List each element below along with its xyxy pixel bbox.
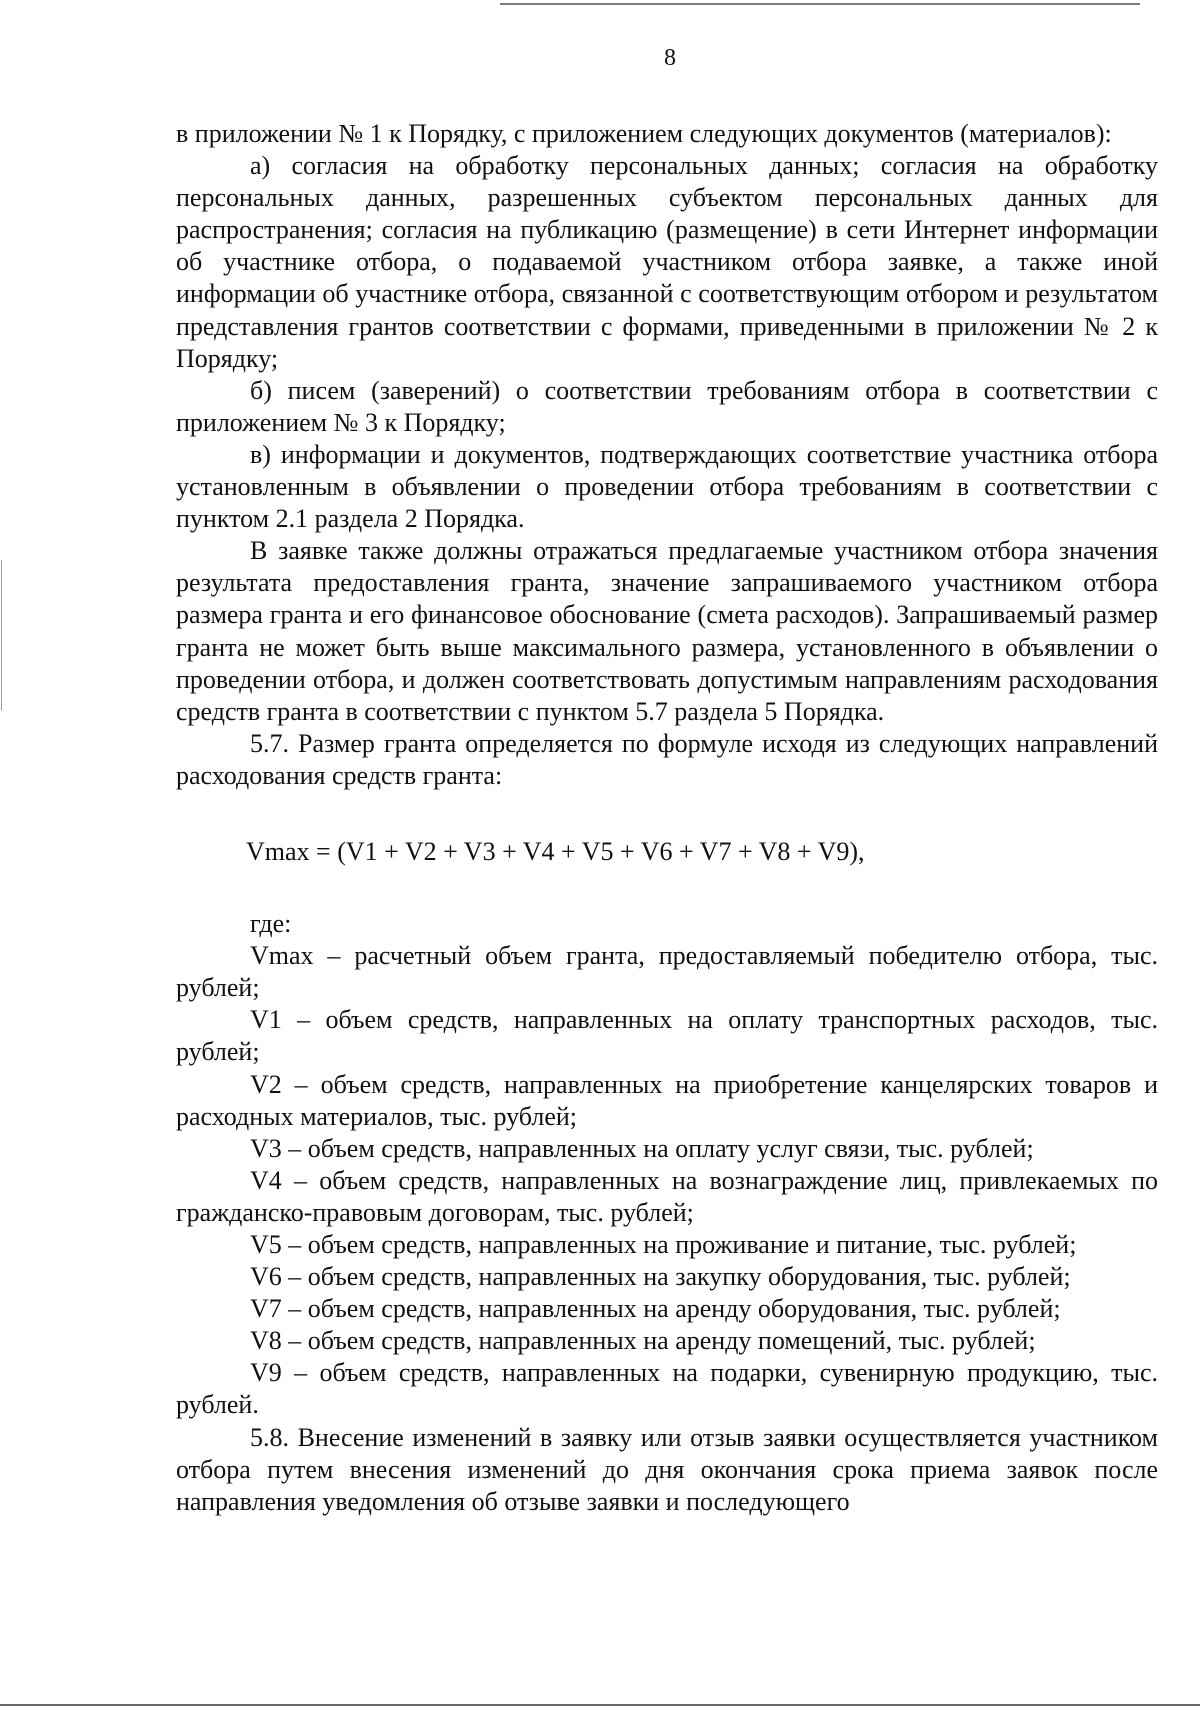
definition-v2: V2 – объем средств, направленных на приобретение канцелярских товаров и расходных материалов, тыс. рублей; (176, 1069, 1158, 1131)
paragraph-item-v: в) информации и документов, подтверждающих соответствие участника отбора установленным в объявлении о проведении отбора требованиям в соответствии с пунктом 2.1 раздела 2 Порядка. (176, 439, 1158, 534)
definition-v6: V6 – объем средств, направленных на закупку оборудования, тыс. рублей; (250, 1262, 1071, 1292)
document-body (176, 118, 1158, 1518)
paragraph-item-b: б) писем (заверений) о соответствии требованиям отбора в соответствии с приложением № 3 к Порядку; (176, 375, 1158, 437)
definition-v1: V1 – объем средств, направленных на оплату транспортных расходов, тыс. рублей; (176, 1005, 1158, 1067)
intro-section (176, 118, 1158, 792)
definition-v5: V5 – объем средств, направленных на проживание и питание, тыс. рублей; (250, 1230, 1077, 1259)
definition-where: где: (250, 909, 292, 939)
scan-edge-bottom (0, 1704, 1200, 1706)
definition-v8: V8 – объем средств, направленных на аренду помещений, тыс. рублей; (250, 1326, 1036, 1356)
definition-v3: V3 – объем средств, направленных на оплату услуг связи, тыс. рублей; (250, 1133, 1034, 1163)
page-number: 8 (664, 45, 676, 71)
paragraph-5-7: 5.7. Размер гранта определяется по формуле исходя из следующих направлений расходования средств гранта: (176, 728, 1158, 790)
definition-v4: V4 – объем средств, направленных на вознаграждение лиц, привлекаемых по гражданско-правовым договорам, тыс. рублей; (176, 1165, 1158, 1227)
scan-edge-left (1, 560, 2, 710)
paragraph-item-a: а) согласия на обработку персональных данных; согласия на обработку персональных данных, разрешенных субъектом персональных данных для распространения; согласия на публикацию (размещение) в сети Интернет информации об участнике отбора, о подаваемой участником отбора заявке, а также иной информации об участнике отбора, связанной с соответствующим отбором и результатом представления грантов соответствии с формами, приведенными в приложении № 2 к Порядку; (176, 151, 1158, 373)
definitions-section (176, 908, 1158, 1518)
paragraph-application-content: В заявке также должны отражаться предлагаемые участником отбора значения результата предоставления гранта, значение запрашиваемого участником отбора размера гранта и его финансовое обоснование (смета расходов). Запрашиваемый размер гранта не может быть выше максимального размера, установленного в объявлении о проведении отбора, и должен соответствовать допустимым направлениям расходования средств гранта в соответствии с пунктом 5.7 раздела 5 Порядка. (176, 536, 1158, 726)
definition-vmax: Vmax – расчетный объем гранта, предоставляемый победителю отбора, тыс. рублей; (176, 941, 1158, 1003)
definition-v9: V9 – объем средств, направленных на подарки, сувенирную продукцию, тыс. рублей. (176, 1358, 1158, 1420)
grant-formula: Vmax = (V1 + V2 + V3 + V4 + V5 + V6 + V7 + V8 + V9), (246, 836, 865, 866)
scan-edge-top (500, 3, 1140, 5)
paragraph-5-8: 5.8. Внесение изменений в заявку или отзыв заявки осуществляется участником отбора путем внесения изменений до дня окончания срока приема заявок после направления уведомления об отзыве заявки и последующего (176, 1422, 1158, 1516)
definition-v7: V7 – объем средств, направленных на аренду оборудования, тыс. рублей; (250, 1294, 1061, 1324)
paragraph-1: в приложении № 1 к Порядку, с приложением следующих документов (материалов): (176, 119, 1112, 148)
